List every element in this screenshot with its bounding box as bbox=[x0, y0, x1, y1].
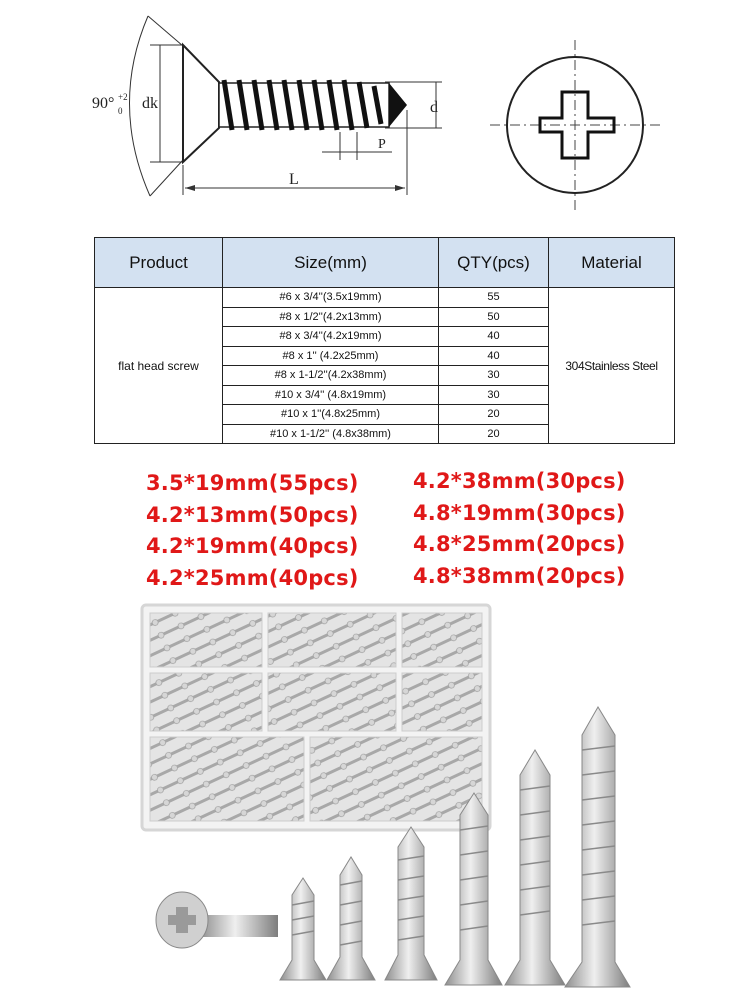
size-cell: #8 x 1'' (4.2x25mm) bbox=[223, 346, 439, 366]
product-cell: flat head screw bbox=[95, 288, 223, 444]
size-item: 4.2*25mm(40pcs) bbox=[146, 565, 359, 590]
qty-cell: 30 bbox=[439, 366, 549, 386]
size-item: 4.8*25mm(20pcs) bbox=[413, 532, 626, 556]
size-quantity-list bbox=[0, 468, 750, 598]
table-header-row bbox=[95, 238, 675, 288]
spec-table bbox=[94, 237, 675, 444]
screw-standing bbox=[280, 878, 326, 980]
size-item: 4.2*13mm(50pcs) bbox=[146, 502, 359, 527]
qty-cell: 55 bbox=[439, 288, 549, 308]
angle-label: 90° bbox=[92, 95, 115, 112]
size-cell: #8 x 1-1/2''(4.2x38mm) bbox=[223, 366, 439, 386]
size-item: 3.5*19mm(55pcs) bbox=[146, 471, 359, 495]
screw-lying bbox=[156, 892, 278, 948]
header-material: Material bbox=[549, 238, 675, 288]
d-label: d bbox=[430, 99, 438, 116]
p-label: P bbox=[378, 137, 386, 152]
screw-standing bbox=[565, 707, 630, 987]
material-cell: 304Stainless Steel bbox=[549, 288, 675, 444]
size-cell: #10 x 3/4'' (4.8x19mm) bbox=[223, 385, 439, 405]
header-product: Product bbox=[95, 238, 223, 288]
size-item: 4.8*19mm(30pcs) bbox=[413, 500, 626, 525]
qty-cell: 20 bbox=[439, 405, 549, 425]
size-item: 4.8*38mm(20pcs) bbox=[413, 563, 626, 588]
qty-cell: 20 bbox=[439, 424, 549, 444]
l-label: L bbox=[289, 171, 299, 188]
organizer-box bbox=[142, 605, 490, 830]
dk-label: dk bbox=[142, 95, 158, 112]
size-cell: #8 x 3/4''(4.2x19mm) bbox=[223, 327, 439, 347]
size-cell: #10 x 1-1/2'' (4.8x38mm) bbox=[223, 424, 439, 444]
header-size: Size(mm) bbox=[223, 238, 439, 288]
qty-cell: 40 bbox=[439, 327, 549, 347]
size-cell: #8 x 1/2''(4.2x13mm) bbox=[223, 307, 439, 327]
qty-cell: 30 bbox=[439, 385, 549, 405]
size-cell: #6 x 3/4''(3.5x19mm) bbox=[223, 288, 439, 308]
size-list-right bbox=[413, 466, 626, 592]
screw-standing bbox=[327, 857, 375, 980]
qty-cell: 40 bbox=[439, 346, 549, 366]
size-cell: #10 x 1''(4.8x25mm) bbox=[223, 405, 439, 425]
header-qty: QTY(pcs) bbox=[439, 238, 549, 288]
screw-standing bbox=[505, 750, 565, 985]
screw-head-profile bbox=[183, 45, 219, 162]
screw-dimension-diagram bbox=[0, 0, 750, 225]
tolerance-upper: +2 bbox=[118, 92, 128, 102]
size-item: 4.2*19mm(40pcs) bbox=[146, 534, 359, 558]
tolerance-lower: 0 bbox=[118, 106, 123, 116]
screw-standing bbox=[385, 827, 437, 980]
product-photo bbox=[0, 595, 750, 1000]
size-list-left bbox=[146, 468, 359, 594]
size-item: 4.2*38mm(30pcs) bbox=[413, 469, 626, 493]
table-row bbox=[95, 288, 675, 308]
qty-cell: 50 bbox=[439, 307, 549, 327]
